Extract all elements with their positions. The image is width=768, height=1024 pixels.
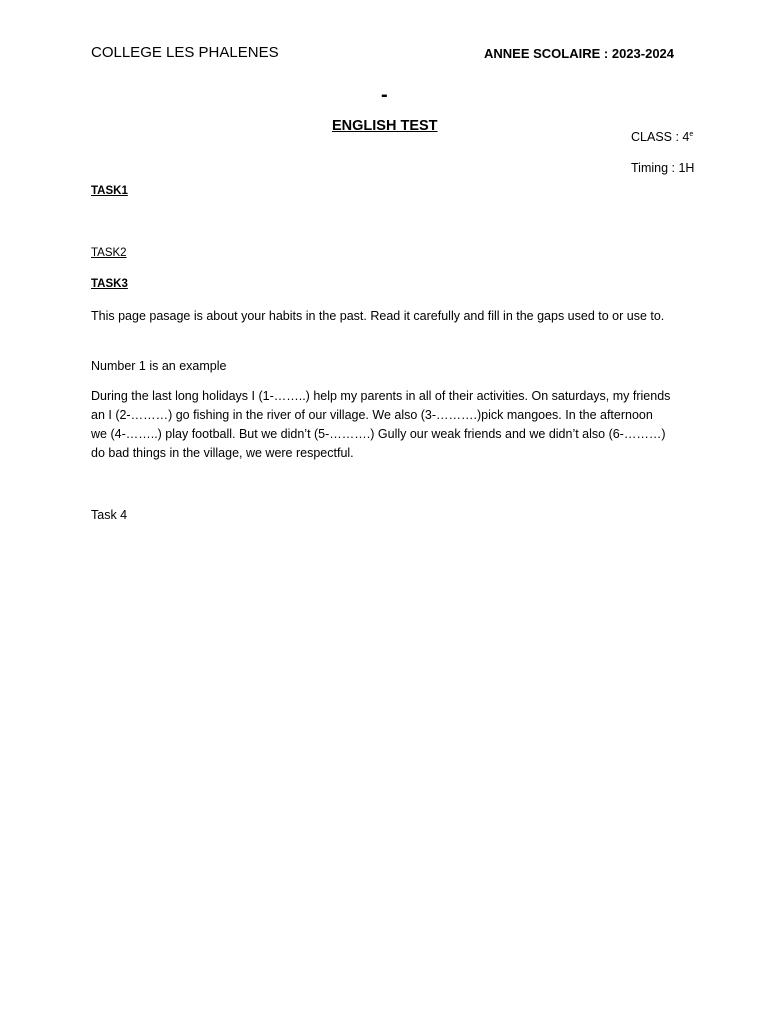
class-label: CLASS : 4 (631, 130, 690, 144)
class-info (631, 130, 693, 144)
school-year: ANNEE SCOLAIRE : 2023-2024 (484, 46, 675, 61)
task3-instruction: This page pasage is about your habits in the past. Read it carefully and fill in the gaps used to or use to. (91, 309, 665, 323)
school-name: COLLEGE LES PHALENES (91, 44, 279, 61)
task3-heading: TASK3 (91, 278, 128, 290)
task2-heading: TASK2 (91, 247, 127, 259)
class-superscript: e (689, 131, 694, 138)
test-title: ENGLISH TEST (332, 118, 438, 134)
task4-heading: Task 4 (91, 508, 128, 522)
task3-example-note: Number 1 is an example (91, 359, 227, 373)
task3-passage: During the last long holidays I (1-……..) help my parents in all of their activities. On saturdays, my friends an I (2-………) go fishing in the river of our village. We also (3-……….)pick mangoes. In the afternoon we (4-……..) play football. But we didn’t (5-……….) Gully our weak friends and we didn’t also (6-………) do bad things in the village, we were respectful. (91, 389, 671, 460)
timing-info: Timing : 1H (631, 161, 695, 175)
task1-heading: TASK1 (91, 185, 128, 197)
separator-dash: - (381, 84, 388, 106)
